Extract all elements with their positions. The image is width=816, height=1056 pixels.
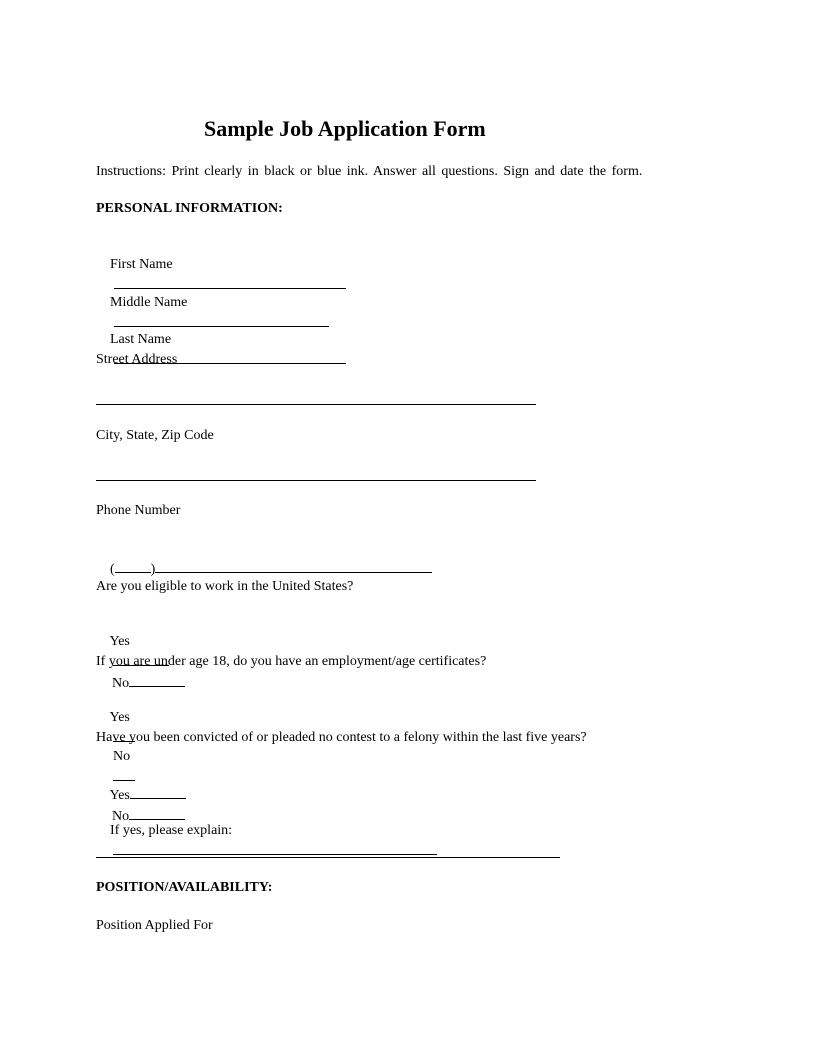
personal-information-heading: PERSONAL INFORMATION: bbox=[96, 201, 283, 216]
form-title: Sample Job Application Form bbox=[204, 116, 486, 141]
phone-number-label: Phone Number bbox=[96, 503, 181, 518]
explain-label: If yes, please explain: bbox=[110, 823, 233, 838]
eligible-no-field[interactable] bbox=[129, 672, 185, 687]
under18-no-label: No bbox=[113, 749, 131, 764]
explain-row bbox=[96, 804, 437, 879]
city-state-zip-label: City, State, Zip Code bbox=[96, 428, 214, 443]
position-availability-heading: POSITION/AVAILABILITY: bbox=[96, 880, 273, 895]
under18-question: If you are under age 18, do you have an employment/age certificates? bbox=[96, 654, 487, 669]
explain-continuation-field[interactable] bbox=[96, 857, 560, 858]
middle-name-label: Middle Name bbox=[110, 295, 188, 310]
explain-field[interactable] bbox=[113, 840, 437, 855]
city-state-zip-field[interactable] bbox=[96, 480, 536, 481]
phone-area-code-field[interactable] bbox=[115, 558, 151, 573]
phone-open-paren: ( bbox=[110, 562, 115, 577]
felony-question: Have you been convicted of or pleaded no contest to a felony within the last five years? bbox=[96, 730, 587, 745]
felony-no-label: No bbox=[112, 809, 130, 824]
street-address-label: Street Address bbox=[96, 352, 178, 367]
street-address-field[interactable] bbox=[96, 404, 536, 405]
felony-yes-label: Yes bbox=[109, 788, 130, 803]
last-name-label: Last Name bbox=[110, 332, 172, 347]
instructions-text: Instructions: Print clearly in black or blue ink. Answer all questions. Sign and date the form. bbox=[96, 164, 643, 179]
first-name-label: First Name bbox=[110, 257, 173, 272]
felony-yes-field[interactable] bbox=[130, 784, 186, 799]
under18-yes-label: Yes bbox=[109, 710, 130, 725]
eligible-no-label: No bbox=[112, 676, 130, 691]
position-applied-label: Position Applied For bbox=[96, 918, 213, 933]
eligible-question: Are you eligible to work in the United States? bbox=[96, 579, 354, 594]
phone-close-paren: ) bbox=[150, 562, 156, 577]
eligible-yes-label: Yes bbox=[109, 634, 130, 649]
phone-number-field[interactable] bbox=[155, 558, 432, 573]
